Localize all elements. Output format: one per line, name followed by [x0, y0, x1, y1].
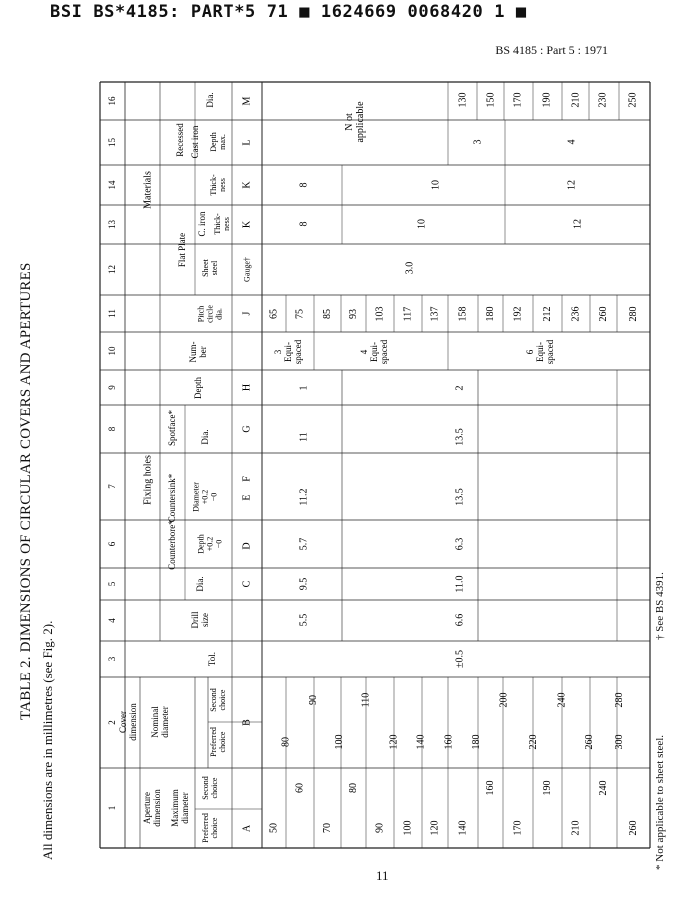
cast-iron-dia-value: 130 — [457, 92, 469, 108]
pitch-circle-value: 117 — [402, 306, 414, 322]
cast-iron-thickness-value: 8 — [298, 182, 310, 188]
second-choice-header: Second — [201, 776, 210, 800]
cover-preferred-value: 120 — [388, 734, 400, 750]
spotface-dia-value: 11 — [298, 432, 310, 442]
column-letter: L — [241, 139, 253, 146]
recessed-header: Recessed — [175, 123, 185, 157]
column-letter: F — [241, 476, 253, 482]
column-letter: D — [241, 542, 253, 550]
sheet-steel-header: steel — [210, 260, 219, 276]
footnote-1: * Not applicable to sheet steel. — [654, 734, 666, 870]
pitch-circle-value: 260 — [598, 306, 609, 322]
cover-preferred-value: 100 — [334, 734, 345, 750]
counterbore-depth-value: 6.3 — [454, 537, 466, 551]
maximum-diameter-header: Maximum — [170, 789, 180, 827]
cast-iron-thickness-header: Thick- — [209, 174, 218, 196]
maximum-diameter-header: diameter — [180, 792, 190, 824]
c-iron-thickness-value: 12 — [572, 219, 584, 229]
number-value: 3 — [273, 349, 283, 355]
cover-preferred-header: Preferred — [209, 727, 218, 757]
gauge-label: Gauge† — [242, 257, 252, 282]
c-iron-thickness-value: 10 — [416, 219, 428, 229]
cast-iron-dia-value: 250 — [627, 92, 639, 108]
footnote-2: † See BS 4391. — [654, 572, 666, 640]
number-value: 4 — [359, 349, 369, 355]
aperture-second-value: 80 — [348, 783, 359, 793]
counterbore-depth-header: Depth — [196, 534, 206, 554]
pitch-circle-value: 103 — [374, 306, 386, 322]
cover-preferred-value: 300 — [614, 734, 625, 750]
not-applicable-text: applicable — [355, 101, 366, 143]
column-number: 15 — [107, 138, 117, 147]
column-number: 9 — [107, 385, 117, 390]
pitch-circle-value: 93 — [348, 309, 359, 319]
column-number: 6 — [107, 541, 117, 547]
counterbore-depth-header: +0.2 — [205, 536, 215, 552]
column-number: 4 — [107, 618, 117, 623]
countersink-diameter-header: Diameter — [191, 482, 201, 512]
c-iron-thickness-header: Thick- — [213, 213, 222, 235]
cover-second-value: 110 — [360, 692, 372, 708]
column-number: 3 — [107, 656, 117, 662]
cast-iron-header: Cast iron — [190, 125, 200, 159]
aperture-preferred-value: 70 — [322, 823, 333, 833]
column-letter: M — [241, 96, 253, 106]
aperture-second-value: 240 — [598, 780, 609, 796]
spotface-depth-value: 1 — [298, 385, 310, 391]
cast-iron-dia-value: 150 — [485, 92, 497, 108]
drill-size-value: 6.6 — [454, 613, 466, 627]
cover-second-value: 280 — [614, 692, 625, 708]
aperture-preferred-value: 90 — [374, 823, 386, 833]
pitch-circle-value: 65 — [268, 309, 280, 319]
pitch-circle-value: 236 — [570, 306, 582, 322]
column-number: 2 — [107, 720, 117, 725]
pitch-circle-value: 137 — [429, 306, 441, 322]
cast-iron-dia-value: 230 — [597, 92, 609, 108]
cast-iron-dia-value: 190 — [541, 92, 553, 108]
column-number: 7 — [107, 484, 117, 489]
tolerance-header: Tol. — [207, 651, 217, 667]
aperture-preferred-value: 260 — [628, 820, 639, 836]
pitch-circle-value: 280 — [628, 306, 639, 322]
number-value: spaced — [293, 339, 303, 365]
flat-plate-header: Flat Plate — [177, 232, 187, 268]
aperture-preferred-value: 120 — [429, 820, 441, 836]
cover-preferred-value: 140 — [415, 734, 427, 750]
pitch-circle-value: 180 — [485, 306, 496, 322]
cover-second-header: choice — [218, 689, 227, 711]
pitch-circle-value: 158 — [457, 306, 469, 322]
column-letter: J — [241, 311, 253, 316]
depth-max-value: 4 — [566, 139, 578, 145]
cast-iron-thickness-header: ness — [218, 178, 227, 192]
counterbore-dia-value: 9.5 — [298, 577, 310, 591]
cover-second-value: 200 — [498, 692, 510, 708]
column-number: 1 — [107, 805, 117, 811]
column-letter: K — [241, 181, 253, 189]
aperture-second-value: 160 — [485, 780, 496, 796]
fixing-holes-header: Fixing holes — [142, 455, 154, 505]
countersink-diameter-header: −0 — [209, 492, 219, 502]
column-letter: E — [241, 494, 253, 501]
cover-dimension-header: Cover — [118, 711, 128, 733]
column-letter: H — [241, 383, 253, 392]
aperture-preferred-value: 170 — [512, 820, 524, 836]
aperture-second-value: 190 — [542, 780, 553, 796]
number-value: Equi- — [535, 342, 545, 362]
gauge-value: 3.0 — [404, 261, 416, 275]
cast-iron-dia-header: Dia. — [205, 92, 215, 108]
column-number: 11 — [107, 309, 117, 318]
counterbore-depth-value: 5.7 — [298, 537, 310, 551]
preferred-choice-header: Preferred — [201, 813, 210, 843]
aperture-second-value: 60 — [294, 783, 306, 793]
column-letter: G — [241, 425, 253, 433]
depth-max-value: 3 — [472, 139, 484, 145]
cast-iron-thickness-value: 10 — [430, 180, 442, 190]
cover-preferred-value: 180 — [471, 734, 482, 750]
countersink-diameter-value: 13.5 — [454, 488, 466, 506]
spotface-header: Spotface* — [167, 410, 177, 446]
cover-second-header: Second — [209, 688, 218, 712]
sheet-steel-header: Sheet — [201, 259, 210, 277]
pitch-circle-header: Pitch — [196, 305, 206, 323]
cover-preferred-value: 80 — [280, 737, 292, 747]
counterbore-dia-value: 11.0 — [454, 575, 466, 593]
number-value: 6 — [525, 349, 535, 355]
not-applicable-text: N ot — [344, 113, 355, 131]
table-title: TABLE 2. DIMENSIONS OF CIRCULAR COVERS AND APERTURES — [18, 262, 34, 720]
cover-second-value: 90 — [308, 695, 319, 705]
drill-size-header: size — [200, 613, 210, 627]
aperture-preferred-value: 210 — [570, 820, 582, 836]
column-number: 8 — [107, 426, 117, 432]
column-number: 16 — [107, 96, 117, 106]
c-iron-header: C. iron — [197, 211, 207, 237]
cast-iron-dia-value: 170 — [512, 92, 524, 108]
countersink-diameter-header: +0.2 — [200, 489, 210, 505]
drill-size-header: Drill — [190, 611, 200, 629]
pitch-circle-value: 192 — [512, 306, 524, 322]
cast-iron-thickness-value: 12 — [566, 180, 578, 190]
spotface-dia-value: 13.5 — [454, 428, 466, 446]
second-choice-header: choice — [210, 777, 219, 799]
cover-preferred-header: choice — [218, 731, 227, 753]
aperture-dimension-header: Aperture — [142, 792, 152, 824]
pitch-circle-value: 212 — [542, 306, 553, 322]
column-number: 5 — [107, 581, 117, 587]
pitch-circle-header: circle — [205, 305, 215, 323]
c-iron-thickness-value: 8 — [298, 221, 310, 227]
column-letter: B — [241, 719, 253, 726]
nominal-diameter-header: Nominal — [150, 706, 160, 738]
table-grid — [100, 82, 650, 848]
aperture-preferred-value: 50 — [268, 823, 280, 833]
cover-preferred-value: 220 — [528, 734, 539, 750]
countersink-diameter-value: 11.2 — [298, 488, 310, 506]
cover-preferred-value: 160 — [443, 734, 455, 750]
column-letter: K — [241, 220, 253, 229]
page-number: 11 — [376, 868, 389, 883]
number-header: Num- — [188, 341, 198, 363]
cast-iron-dia-value: 210 — [570, 92, 582, 108]
spotface-depth-header: Depth — [193, 377, 203, 399]
pitch-circle-value: 75 — [294, 309, 306, 319]
column-letter: A — [241, 824, 253, 833]
materials-header: Materials — [142, 171, 154, 209]
column-number: 14 — [107, 180, 117, 190]
standard-reference: BS 4185 : Part 5 : 1971 — [495, 43, 608, 57]
cover-second-value: 240 — [556, 692, 568, 708]
pitch-circle-value: 85 — [322, 309, 333, 319]
counterbore-dia-header: Dia. — [195, 576, 205, 592]
number-value: spaced — [379, 339, 389, 365]
table-subtitle: All dimensions are in millimetres (see Fig. 2). — [40, 620, 55, 860]
countersink-header: Countersink* — [167, 473, 177, 523]
document-code-header: BSI BS*4185: PART*5 71 ■ 1624669 0068420 1 ■ — [50, 2, 527, 22]
cover-dimension-header: dimension — [128, 703, 138, 741]
number-header: ber — [198, 346, 208, 358]
spotface-dia-header: Dia. — [200, 429, 210, 445]
counterbore-depth-header: −0 — [214, 539, 224, 549]
number-value: Equi- — [369, 342, 379, 362]
aperture-dimension-header: dimension — [152, 789, 162, 827]
preferred-choice-header: choice — [210, 817, 219, 839]
number-value: spaced — [545, 339, 555, 365]
depth-max-header: Depth — [209, 132, 218, 152]
aperture-preferred-value: 140 — [457, 820, 469, 836]
spotface-depth-value: 2 — [454, 385, 466, 391]
column-letter: C — [241, 580, 253, 588]
pitch-circle-header: dia. — [214, 308, 224, 320]
column-number: 12 — [107, 265, 117, 274]
c-iron-thickness-header: ness — [222, 217, 231, 231]
cover-preferred-value: 260 — [584, 734, 595, 750]
nominal-diameter-header: diameter — [160, 706, 170, 738]
drill-size-value: 5.5 — [298, 613, 310, 627]
aperture-preferred-value: 100 — [402, 820, 414, 836]
column-number: 10 — [107, 346, 117, 356]
counterbore-header: Counterbore* — [167, 520, 177, 570]
column-number: 13 — [107, 220, 117, 229]
depth-max-header: max. — [218, 134, 227, 150]
tolerance-value: ±0.5 — [454, 650, 466, 668]
number-value: Equi- — [283, 342, 293, 362]
